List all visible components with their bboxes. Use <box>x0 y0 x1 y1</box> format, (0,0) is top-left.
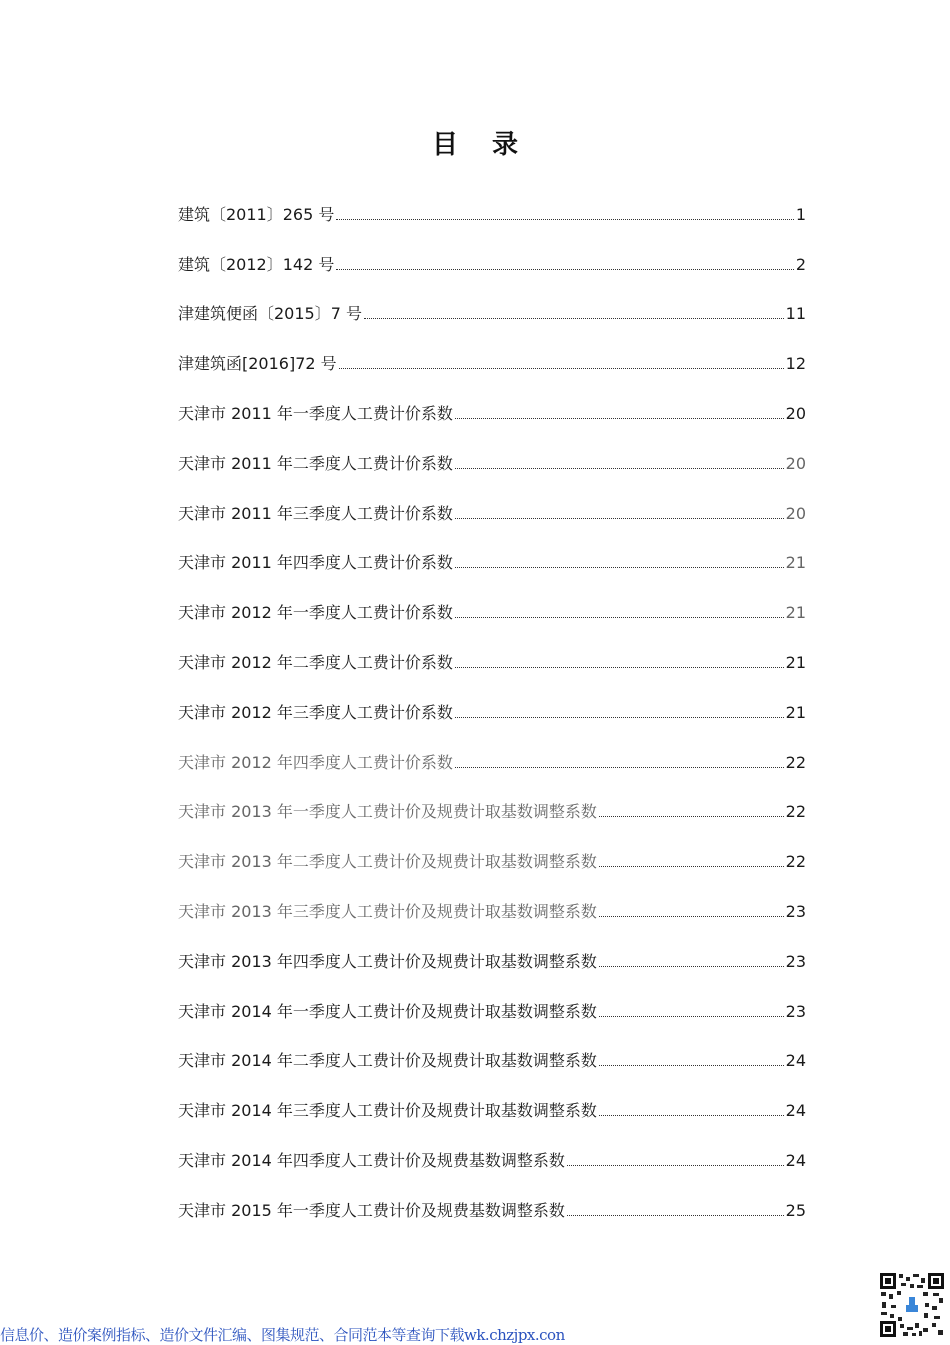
toc-entry-page[interactable]: 24 <box>785 1101 806 1121</box>
toc-entry[interactable] <box>178 724 806 774</box>
toc-entry-label[interactable]: 天津市 2012 年一季度人工费计价系数 <box>178 603 453 623</box>
dot-leader <box>599 1064 784 1066</box>
dot-leader <box>599 1114 784 1116</box>
toc-entry-label[interactable]: 天津市 2015 年一季度人工费计价及规费基数调整系数 <box>178 1200 565 1220</box>
dot-leader <box>455 517 784 519</box>
toc-entry-label[interactable]: 天津市 2013 年四季度人工费计价及规费计取基数调整系数 <box>178 951 597 971</box>
toc-entry[interactable] <box>178 226 806 276</box>
dot-leader <box>599 865 784 867</box>
toc-entry-page[interactable]: 22 <box>785 852 806 872</box>
toc-entry[interactable] <box>178 1023 806 1073</box>
dot-leader <box>339 367 784 369</box>
toc-entry-page[interactable]: 23 <box>785 901 806 921</box>
toc-entry-page[interactable]: 24 <box>785 1051 806 1071</box>
dot-leader <box>455 566 784 568</box>
toc-entry-page[interactable]: 23 <box>785 1001 806 1021</box>
toc-entry[interactable] <box>178 674 806 724</box>
dot-leader <box>336 218 793 220</box>
toc-entry-label[interactable]: 天津市 2013 年三季度人工费计价及规费计取基数调整系数 <box>178 901 597 921</box>
dot-leader <box>455 417 784 419</box>
dot-leader <box>336 268 793 270</box>
toc-entry[interactable] <box>178 525 806 575</box>
toc-entry-page[interactable]: 21 <box>785 603 806 623</box>
toc-entry[interactable] <box>178 823 806 873</box>
toc-entry-page[interactable]: 22 <box>785 802 806 822</box>
toc-entry[interactable] <box>178 425 806 475</box>
toc-entry-page[interactable]: 21 <box>785 553 806 573</box>
table-of-contents <box>178 176 806 1222</box>
toc-entry-label[interactable]: 津建筑便函〔2015〕7 号 <box>178 304 362 324</box>
toc-entry-page[interactable]: 21 <box>785 702 806 722</box>
toc-entry[interactable] <box>178 624 806 674</box>
toc-entry-label[interactable]: 天津市 2013 年一季度人工费计价及规费计取基数调整系数 <box>178 802 597 822</box>
qr-code-icon[interactable] <box>879 1272 945 1338</box>
dot-leader <box>599 1015 784 1017</box>
toc-entry[interactable] <box>178 774 806 824</box>
toc-entry-label[interactable]: 建筑〔2012〕142 号 <box>178 254 335 274</box>
toc-entry-label[interactable]: 建筑〔2011〕265 号 <box>178 204 335 224</box>
toc-entry-page[interactable]: 20 <box>785 503 806 523</box>
toc-entry-label[interactable]: 天津市 2014 年四季度人工费计价及规费基数调整系数 <box>178 1150 565 1170</box>
dot-leader <box>455 467 784 469</box>
toc-entry-page[interactable]: 23 <box>785 951 806 971</box>
toc-entry-label[interactable]: 天津市 2011 年四季度人工费计价系数 <box>178 553 453 573</box>
dot-leader <box>455 766 784 768</box>
toc-entry-label[interactable]: 天津市 2012 年四季度人工费计价系数 <box>178 752 453 772</box>
toc-entry[interactable] <box>178 1172 806 1222</box>
toc-entry[interactable] <box>178 375 806 425</box>
footer-download-link[interactable]: 信息价、造价案例指标、造价文件汇编、图集规范、合同范本等查询下载wk.chzjpx.con <box>0 1326 565 1344</box>
toc-entry-page[interactable]: 22 <box>785 752 806 772</box>
toc-entry[interactable] <box>178 574 806 624</box>
toc-entry-page[interactable]: 1 <box>795 204 806 224</box>
toc-entry-label[interactable]: 天津市 2012 年三季度人工费计价系数 <box>178 702 453 722</box>
page-title: 目录 <box>431 130 552 160</box>
toc-entry-label[interactable]: 天津市 2013 年二季度人工费计价及规费计取基数调整系数 <box>178 852 597 872</box>
toc-entry[interactable] <box>178 1072 806 1122</box>
dot-leader <box>599 815 784 817</box>
toc-entry[interactable] <box>178 973 806 1023</box>
toc-entry[interactable] <box>178 176 806 226</box>
toc-entry[interactable] <box>178 325 806 375</box>
toc-entry-page[interactable]: 12 <box>785 354 806 374</box>
toc-entry[interactable] <box>178 923 806 973</box>
toc-entry-page[interactable]: 20 <box>785 453 806 473</box>
toc-entry-page[interactable]: 24 <box>785 1150 806 1170</box>
dot-leader <box>455 616 784 618</box>
toc-entry-page[interactable]: 25 <box>785 1200 806 1220</box>
dot-leader <box>567 1164 784 1166</box>
toc-entry-label[interactable]: 天津市 2014 年三季度人工费计价及规费计取基数调整系数 <box>178 1101 597 1121</box>
dot-leader <box>455 666 784 668</box>
toc-entry-page[interactable]: 2 <box>795 254 806 274</box>
toc-entry[interactable] <box>178 475 806 525</box>
dot-leader <box>599 965 784 967</box>
toc-entry-label[interactable]: 天津市 2011 年二季度人工费计价系数 <box>178 453 453 473</box>
toc-entry-page[interactable]: 20 <box>785 403 806 423</box>
toc-entry[interactable] <box>178 1122 806 1172</box>
toc-entry[interactable] <box>178 276 806 326</box>
toc-entry-page[interactable]: 11 <box>785 304 806 324</box>
toc-entry-label[interactable]: 津建筑函[2016]72 号 <box>178 354 337 374</box>
dot-leader <box>455 716 784 718</box>
toc-entry-label[interactable]: 天津市 2014 年二季度人工费计价及规费计取基数调整系数 <box>178 1051 597 1071</box>
toc-entry-label[interactable]: 天津市 2011 年三季度人工费计价系数 <box>178 503 453 523</box>
toc-entry-label[interactable]: 天津市 2011 年一季度人工费计价系数 <box>178 403 453 423</box>
toc-entry-label[interactable]: 天津市 2014 年一季度人工费计价及规费计取基数调整系数 <box>178 1001 597 1021</box>
toc-entry-page[interactable]: 21 <box>785 652 806 672</box>
dot-leader <box>599 915 784 917</box>
dot-leader <box>364 317 784 319</box>
dot-leader <box>567 1214 784 1216</box>
toc-entry[interactable] <box>178 873 806 923</box>
toc-entry-label[interactable]: 天津市 2012 年二季度人工费计价系数 <box>178 652 453 672</box>
